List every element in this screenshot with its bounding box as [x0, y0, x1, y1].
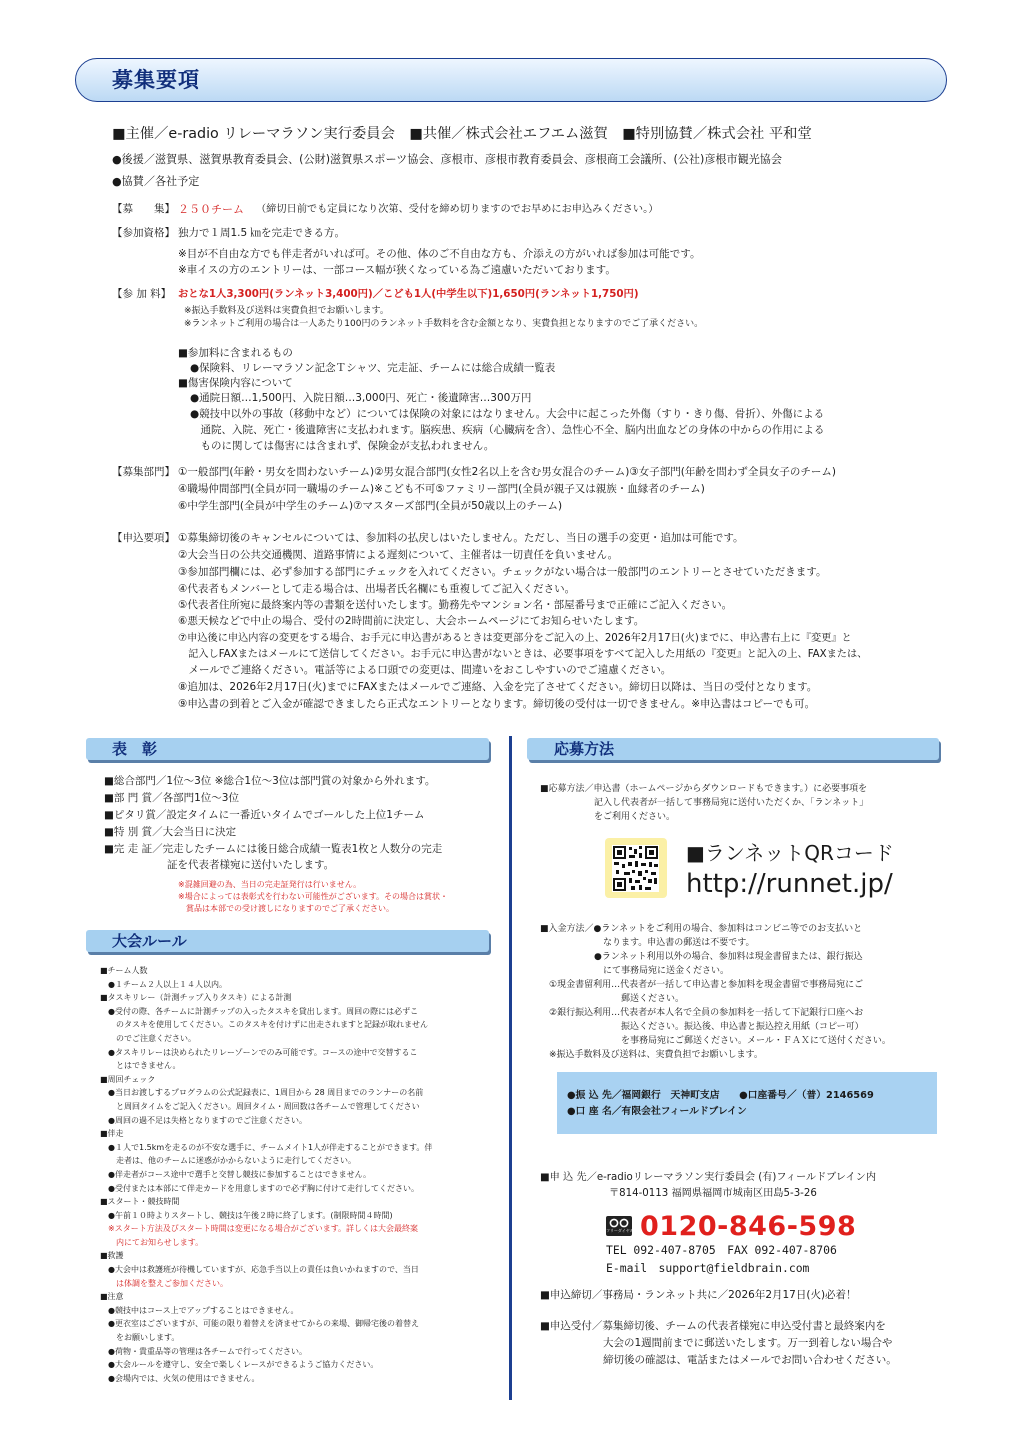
qr-code-icon [612, 845, 659, 892]
insurance-item: 通院、入院、死亡・後遺障害に支払われます。脳疾患、疾病（心臓病を含）、急性心不全、脳内出血などの身体の中からの作用による [190, 424, 825, 436]
guideline-line: ⑦申込後に申込内容の変更をする場合、お手元に申込書があるときは変更部分をご記入の上、2026年2月17日(火)までに、申込書右上に『変更』と [178, 633, 852, 644]
reception-line: ■申込受付／募集締切後、チームの代表者様宛に申込受付書と最終案内を [540, 1320, 886, 1332]
rule-line: ■伴走 [100, 1129, 124, 1139]
method-line: 記入し代表者が一括して事務局宛に送付いただくか、「ランネット」 [540, 798, 869, 808]
guideline-line: ⑧追加は、2026年2月17日(火)までにFAXまたはメールでご連絡、入金を完了させてください。締切日以降は、当日の受付となります。 [178, 681, 818, 693]
payment-line: ※振込手数料及び送料は、実費負担でお願いします。 [540, 1050, 763, 1060]
kyosan-line: ●協賛／各社予定 [112, 175, 200, 188]
rule-line: ●受付または本部にて伴走カードを用意しますので必ず胸に付けて走行してください。 [100, 1183, 419, 1193]
rule-line: と周回タイムをご記入ください。周回タイム・周回数は各チームで管理してください [100, 1101, 420, 1111]
rule-line: ●荷物・貴重品等の管理は各チームで行ってください。 [100, 1346, 307, 1356]
payment-line: ①現金書留利用…代表者が一括して申込書と参加料を現金書留で事務局宛にご [540, 980, 864, 990]
rule-line: ●伴走者がコース途中で選手と交替し競技に参加することはできません。 [100, 1169, 372, 1179]
guideline-line: ⑤代表者住所宛に最終案内等の書類を送付いたします。勤務先やマンション名・部屋番号まで正確にご記入ください。 [178, 599, 733, 611]
rule-line: 走者は、他のチームに迷惑がかからないように走行してください。 [100, 1156, 356, 1166]
award-line: ■部 門 賞／各部門1位～3位 [104, 792, 239, 804]
page-title: 募集要項 [112, 68, 200, 92]
guideline-line: ④代表者もメンバーとして走る場合は、出場者氏名欄にも重複してご記入ください。 [178, 583, 576, 595]
guideline-line: メールでご連絡ください。電話等による口頭での変更は、間違いをおこしやすいのでご遠慮ください。 [178, 664, 672, 676]
boshu-note: （締切日前でも定員になり次第、受付を締め切りますのでお早めにお申込みください。） [256, 204, 659, 215]
column-divider [509, 736, 512, 1400]
boshu-label: 【募 集】 [112, 203, 175, 215]
rule-line: ●１チーム２人以上１４人以内。 [100, 979, 227, 989]
freedial-text: フリーダイヤル [606, 1228, 634, 1233]
boshu-count: ２５０チーム [178, 203, 244, 216]
deadline: ■申込締切／事務局・ランネット共に／2026年2月17日(火)必着！ [540, 1289, 857, 1301]
rule-line: ■チーム人数 [100, 966, 148, 975]
address-line: 〒814-0113 福岡県福岡市城南区田島5-3-26 [609, 1188, 817, 1199]
included-heading: ■参加料に含まれるもの [178, 347, 293, 359]
payment-line: 郵送ください。 [540, 994, 685, 1004]
fee-note: ※振込手数料及び送料は実費負担でお願いします。 [184, 306, 389, 316]
payment-line: にて事務局宛に送金ください。 [540, 966, 730, 976]
division-line: ①一般部門(年齢・男女を問わないチーム)②男女混合部門(女性2名以上を含む男女混合のチーム)③女子部門(年齢を問わず全員女子のチーム) [178, 466, 836, 478]
guideline-line: ③参加部門欄には、必ず参加する部門にチェックを入れてください。チェックがない場合は一般部門のエントリーとさせていただきます。 [178, 566, 827, 578]
award-red-note: 賞品は本部での受け渡しになりますのでご了承ください。 [178, 904, 394, 913]
shikaku-note: ※車イスの方のエントリーは、一部コース幅が狭くなっている為ご遠慮いただいております。 [178, 264, 616, 276]
rule-line: ■スタート・競技時間 [100, 1197, 180, 1207]
fee-main: おとな1人3,300円(ランネット3,400円)／こども1人(中学生以下)1,650円(ランネット1,750円) [178, 288, 639, 300]
award-line: 証を代表者様宛に送付いたします。 [104, 859, 335, 871]
rule-line: 内にてお知らせします。 [100, 1237, 204, 1247]
payment-line: ②銀行振込利用…代表者が本人名で全員の参加料を一括して下記銀行口座へお [540, 1008, 864, 1018]
award-red-note: ※混雑回避の為、当日の完走証発行は行いません。 [178, 880, 362, 889]
shikaku-main: 独力で１周1.5 ㎞を完走できる方。 [178, 227, 346, 239]
rule-line: ●午前１０時よりスタートし、競技は午後２時に終了します。(制限時間４時間) [100, 1210, 393, 1220]
rule-line: ■周回チェック [100, 1074, 156, 1084]
shikaku-label: 【参加資格】 [112, 227, 175, 239]
phone-number[interactable]: 0120-846-598 [640, 1211, 857, 1242]
payment-line: を事務局宛にご郵送ください。メール・ＦＡＸにて送付ください。 [540, 1036, 891, 1046]
payment-line: なります。申込書の郵送は不要です。 [540, 938, 755, 948]
guideline-line: ①募集締切後のキャンセルについては、参加料の払戻しはいたしません。ただし、当日の選手の変更・追加は可能です。 [178, 532, 744, 544]
payment-line: 振込ください。振込後、申込書と振込控え用紙（コピー可） [540, 1022, 864, 1032]
bank-line: ●振 込 先／福岡銀行 天神町支店 ●口座番号／（普）2146569 [567, 1090, 874, 1101]
included-item: ●保険料、リレーマラソン記念Ｔシャツ、完走証、チームには総合成績一覧表 [190, 362, 556, 374]
award-line: ■完 走 証／完走したチームには後日総合成績一覧表1枚と人数分の完走 [104, 843, 443, 855]
rule-line: ■タスキリレー（計測チップ入りタスキ）による計測 [100, 993, 292, 1003]
insurance-item: ●通院日額…1,500円、入院日額…3,000円、死亡・後遺障害…300万円 [190, 392, 532, 404]
bank-line: ●口 座 名／有限会社フィールドブレイン [567, 1106, 747, 1117]
freedial-icon [609, 1218, 629, 1228]
awards-title: 表 彰 [112, 740, 158, 758]
fee-label: 【参 加 料】 [112, 288, 172, 300]
rule-line: ●会場内では、火気の使用はできません。 [100, 1373, 260, 1383]
rule-line: ●周回の過不足は失格となりますのでご注意ください。 [100, 1115, 307, 1125]
header-banner [75, 58, 947, 102]
method-line: をご利用ください。 [540, 812, 676, 822]
rules-list [100, 964, 500, 1385]
guideline-line: 記入しFAXまたはメールにて送信してください。お手元に申込書がないときは、必要事項をすべて記入した用紙の『変更』と記入の上、FAXまたは、 [178, 649, 868, 660]
address-line: ■申 込 先／e-radioリレーマラソン実行委員会 (有)フィールドブレイン内 [540, 1172, 877, 1183]
rule-line: ■救護 [100, 1251, 124, 1261]
award-red-note: ※場合によっては表彰式を行わない可能性がございます。その場合は賞状・ [178, 892, 449, 901]
reception-line: 大会の1週間前までに郵送いたします。万一到着しない場合や [540, 1337, 893, 1349]
rule-line: ●受付の際、各チームに計測チップの入ったタスキを貸出します。周回の際には必ずこ [100, 1006, 419, 1016]
reception-line: 締切後の確認は、電話またはメールでお問い合わせください。 [540, 1354, 897, 1366]
sponsor-line: ■主催／e-radio リレーマラソン実行委員会 ■共催／株式会社エフエム滋賀 ■特別協賛／株式会社 平和堂 [112, 126, 812, 142]
qr-label: ■ランネットQRコード [686, 841, 894, 865]
award-line: ■総合部門／1位～3位 ※総合1位～3位は部門賞の対象から外れます。 [104, 775, 436, 787]
divisions-label: 【募集部門】 [112, 466, 175, 478]
guideline-line: ②大会当日の公共交通機関、道路事情による遅刻について、主催者は一切責任を負いません。 [178, 549, 619, 561]
division-line: ⑥中学生部門(全員が中学生のチーム)⑦マスターズ部門(全員が50歳以上のチーム) [178, 500, 563, 512]
rules-title: 大会ルール [112, 932, 187, 950]
award-line: ■ピタリ賞／設定タイムに一番近いタイムでゴールした上位1チーム [104, 809, 425, 821]
rule-line: ■注意 [100, 1292, 124, 1302]
division-line: ④職場仲間部門(全員が同一職場のチーム)※こども不可⑤ファミリー部門(全員が親子又は親族・血縁者のチーム) [178, 483, 705, 495]
insurance-item: ものに関しては傷害には含まれず、保険金が支払われません。 [190, 440, 495, 452]
rule-line: ※スタート方法及びスタート時間は変更になる場合がございます。詳しくは大会最終案 [100, 1224, 419, 1234]
payment-line: ●ランネット利用以外の場合、参加料は現金書留または、銀行振込 [540, 952, 863, 962]
rule-line: ●タスキリレーは決められたリレーゾーンでのみ可能です。コースの途中で交替するこ [100, 1047, 418, 1057]
award-line: ■特 別 賞／大会当日に決定 [104, 826, 237, 838]
guideline-line: ⑨申込書の到着とご入金が確認できましたら正式なエントリーとなります。締切後の受付は一切できません。※申込書はコピーでも可。 [178, 698, 816, 710]
rule-line: ●当日お渡しするプログラムの公式記録表に、1周目から 28 周目までのランナーの名前 [100, 1088, 424, 1098]
payment-list [540, 922, 940, 1062]
guideline-line: ⑥悪天候などで中止の場合、受付の2時間前に決定し、大会ホームページにてお知らせいたします。 [178, 615, 645, 627]
rule-line: のでご注意ください。 [100, 1033, 196, 1043]
tel-fax: TEL 092-407-8705 FAX 092-407-8706 [606, 1243, 837, 1257]
rule-line: ●更衣室はございますが、可能の限り着替えを済ませてからの来場、御帰宅後の着替え [100, 1319, 419, 1329]
qr-url[interactable]: http://runnet.jp/ [686, 869, 893, 899]
rule-line: ●大会ルールを遵守し、安全で楽しくレースができるようご協力ください。 [100, 1360, 379, 1370]
rule-line: ●１人で1.5kmを走るのが不安な選手に、チームメイト1人が伴走することができます。伴 [100, 1142, 433, 1152]
rule-line: のタスキを使用してください。このタスキを付けずに出走されますと記録が取れません [100, 1020, 428, 1030]
rule-line: は体調を整えご参加ください。 [100, 1278, 228, 1288]
payment-line: ■入金方法／●ランネットをご利用の場合、参加料はコンビニ等でのお支払いと [540, 924, 863, 934]
insurance-heading: ■傷害保険内容について [178, 377, 293, 389]
guidelines-label: 【申込要項】 [112, 532, 175, 544]
bank-box [557, 1072, 937, 1134]
rule-line: ●競技中はコース上でアップすることはできません。 [100, 1305, 299, 1315]
rule-line: ●大会中は救護班が待機していますが、応急手当以上の責任は負いかねますので、当日 [100, 1265, 419, 1275]
rule-line: をお願いします。 [100, 1333, 180, 1343]
kouen-line: ●後援／滋賀県、滋賀県教育委員会、(公財)滋賀県スポーツ協会、彦根市、彦根市教育委員会、彦根商工会議所、(公社)彦根市観光協会 [112, 153, 782, 166]
method-line: ■応募方法／申込書（ホームページからダウンロードもできます。）に必要事項を [540, 784, 868, 794]
email[interactable]: E-mail support@fieldbrain.com [606, 1261, 810, 1275]
fee-note: ※ランネットご利用の場合は一人あたり100円のランネット手数料を含む金額となり、実費負担となりますのでご了承ください。 [184, 319, 704, 329]
apply-title: 応募方法 [554, 740, 615, 758]
insurance-item: ●競技中以外の事故（移動中など）については保険の対象にはなりません。大会中に起こった外傷（すり・きり傷、骨折）、外傷による [190, 408, 825, 420]
rule-line: とはできません。 [100, 1061, 181, 1071]
shikaku-note: ※目が不自由な方でも伴走者がいれば可。その他、体のご不自由な方も、介添えの方がいれば参加は可能です。 [178, 248, 701, 260]
